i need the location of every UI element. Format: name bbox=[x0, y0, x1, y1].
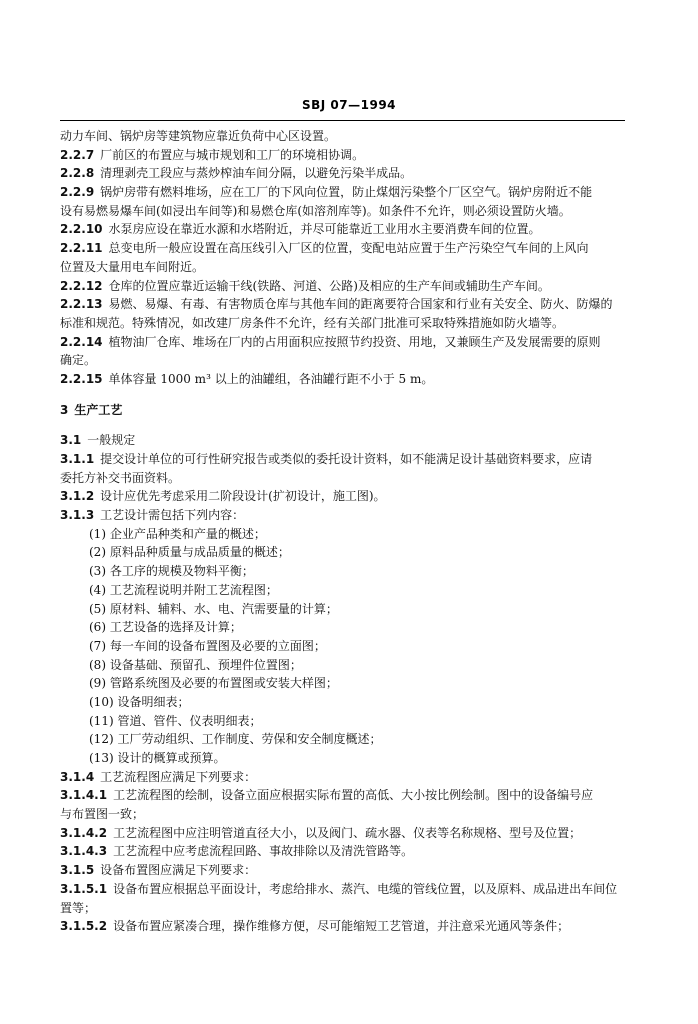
text-line bbox=[60, 146, 628, 165]
text-line bbox=[60, 693, 628, 712]
text-line bbox=[60, 674, 628, 693]
clause-number: 2.2.9 bbox=[60, 185, 95, 200]
clause-text: 一般规定 bbox=[87, 433, 136, 448]
clause-text: 工艺设计需包括下列内容： bbox=[100, 508, 245, 523]
clause-text: (1) 企业产品种类和产量的概述； bbox=[89, 526, 266, 541]
page-header-code: SBJ 07—1994 bbox=[301, 98, 397, 112]
clause-number: 3.1.5 bbox=[60, 863, 95, 878]
text-line bbox=[60, 899, 628, 918]
clause-number: 2.2.8 bbox=[60, 166, 95, 181]
clause-text: 提交设计单位的可行性研究报告或类似的委托设计资料，如不能满足设计基础资料要求，应请 bbox=[100, 452, 593, 466]
text-line bbox=[60, 506, 628, 525]
clause-text: (13) 设计的概算或预算。 bbox=[89, 751, 226, 765]
clause-text: (4) 工艺流程说明并附工艺流程图； bbox=[89, 582, 278, 597]
text-line bbox=[60, 333, 628, 352]
clause-number: 2.2.7 bbox=[60, 147, 95, 162]
clause-text: 确定。 bbox=[60, 353, 97, 368]
clause-number: 3.1.4.1 bbox=[60, 788, 108, 803]
clause-number: 2.2.10 bbox=[60, 222, 103, 237]
paragraph-gap bbox=[60, 419, 628, 431]
clause-number: 3 bbox=[60, 402, 69, 417]
text-line bbox=[60, 164, 628, 183]
clause-text: 标准和规范。特殊情况，如改建厂房条件不允许，经有关部门批准可采取特殊措施如防火墙等。 bbox=[60, 315, 565, 330]
clause-text: 工艺流程图中应注明管道直径大小，以及阀门、疏水器、仪表等名称规格、型号及位置； bbox=[113, 825, 582, 840]
clause-text: 设备布置图应满足下列要求： bbox=[100, 863, 257, 878]
clause-number: 3.1.5.1 bbox=[60, 881, 108, 896]
text-line bbox=[60, 487, 628, 506]
clause-text: (2) 原料品种质量与成品质量的概述； bbox=[89, 545, 290, 560]
clause-number: 3.1.4 bbox=[60, 769, 95, 784]
text-line bbox=[60, 450, 628, 469]
text-line bbox=[60, 656, 628, 675]
clause-text: 仓库的位置应靠近运输干线(铁路、河道、公路)及相应的生产车间或辅助生产车间。 bbox=[108, 278, 550, 293]
text-line bbox=[60, 351, 628, 370]
text-line bbox=[60, 431, 628, 450]
clause-text: 工艺流程图应满足下列要求： bbox=[100, 769, 257, 784]
text-line bbox=[60, 202, 628, 221]
clause-text: 动力车间、锅炉房等建筑物应靠近负荷中心区设置。 bbox=[60, 129, 337, 143]
clause-number: 2.2.11 bbox=[60, 241, 103, 256]
clause-text: (12) 工厂劳动组织、工作制度、劳保和安全制度概述； bbox=[89, 732, 382, 747]
clause-text: 与布置图一致； bbox=[60, 807, 145, 822]
text-line bbox=[60, 581, 628, 600]
clause-text: 设备布置应根据总平面设计，考虑给排水、蒸汽、电缆的管线位置，以及原料、成品进出车间位 bbox=[113, 881, 618, 896]
text-line bbox=[60, 525, 628, 544]
clause-text: (7) 每一车间的设备布置图及必要的立面图； bbox=[89, 638, 326, 653]
text-line bbox=[60, 880, 628, 899]
text-line bbox=[60, 861, 628, 880]
text-line bbox=[60, 314, 628, 333]
clause-text: 委托方补交书面资料。 bbox=[60, 470, 181, 485]
clause-text: 厂前区的布置应与城市规划和工厂的环境相协调。 bbox=[100, 147, 365, 162]
text-line bbox=[60, 239, 628, 258]
clause-text: 水泵房应设在靠近水源和水塔附近，并尽可能靠近工业用水主要消费车间的位置。 bbox=[108, 222, 541, 237]
header-rule bbox=[60, 120, 625, 121]
text-line bbox=[60, 543, 628, 562]
clause-text: (6) 工艺设备的选择及计算； bbox=[89, 620, 242, 635]
clause-text: (11) 管道、管件、仪表明细表； bbox=[89, 713, 262, 728]
clause-number: 3.1.4.3 bbox=[60, 844, 108, 859]
text-line bbox=[60, 370, 628, 389]
clause-number: 3.1 bbox=[60, 433, 82, 448]
clause-text: 设计应优先考虑采用二阶段设计(扩初设计，施工图)。 bbox=[100, 489, 386, 504]
clause-number: 3.1.1 bbox=[60, 452, 95, 466]
text-line bbox=[60, 637, 628, 656]
clause-text: (9) 管路系统图及必要的布置图或安装大样图； bbox=[89, 676, 338, 691]
text-line bbox=[60, 730, 628, 749]
text-line bbox=[60, 805, 628, 824]
text-line bbox=[60, 824, 628, 843]
clause-number: 2.2.13 bbox=[60, 297, 103, 312]
paragraph-gap bbox=[60, 389, 628, 401]
clause-text: 植物油厂仓库、堆场在厂内的占用面积应按照节约投资、用地，又兼顾生产及发展需要的原则 bbox=[108, 334, 601, 349]
text-line bbox=[60, 258, 628, 277]
clause-text: 总变电所一般应设置在高压线引入厂区的位置，变配电站应置于生产污染空气车间的上风向 bbox=[108, 241, 589, 256]
clause-text: (10) 设备明细表； bbox=[89, 694, 190, 709]
text-line bbox=[60, 618, 628, 637]
clause-number: 3.1.2 bbox=[60, 489, 95, 504]
text-line bbox=[60, 842, 628, 861]
clause-text: 清理剥壳工段应与蒸炒榨油车间分隔，以避免污染半成品。 bbox=[100, 166, 413, 181]
text-line bbox=[60, 469, 628, 488]
clause-number: 3.1.4.2 bbox=[60, 825, 108, 840]
clause-text: 位置及大量用电车间附近。 bbox=[60, 259, 205, 274]
clause-text: (8) 设备基础、预留孔、预埋件位置图； bbox=[89, 657, 302, 672]
clause-number: 2.2.12 bbox=[60, 278, 103, 293]
text-line bbox=[60, 127, 628, 146]
text-line bbox=[60, 786, 628, 805]
clause-text: 设有易燃易爆车间(如浸出车间等)和易燃仓库(如溶剂库等)。如条件不允许，则必须设置防火墙。 bbox=[60, 203, 571, 218]
text-line bbox=[60, 749, 628, 768]
text-line bbox=[60, 768, 628, 787]
text-line bbox=[60, 295, 628, 314]
clause-text: 工艺流程图的绘制，设备立面应根据实际布置的高低、大小按比例绘制。图中的设备编号应 bbox=[113, 788, 594, 803]
text-line bbox=[60, 183, 628, 202]
clause-text: 锅炉房带有燃料堆场，应在工厂的下风向位置，防止煤烟污染整个厂区空气。锅炉房附近不能 bbox=[100, 185, 593, 200]
clause-text: (3) 各工序的规模及物料平衡； bbox=[89, 564, 254, 579]
clause-text: 易燃、易爆、有毒、有害物质仓库与其他车间的距离要符合国家和行业有关安全、防火、防爆的 bbox=[108, 297, 613, 312]
clause-text: 工艺流程中应考虑流程回路、事故排除以及清洗管路等。 bbox=[113, 844, 414, 859]
clause-text: 生产工艺 bbox=[74, 402, 123, 417]
text-line bbox=[60, 562, 628, 581]
clause-number: 3.1.3 bbox=[60, 508, 95, 523]
document-body bbox=[60, 127, 628, 936]
text-line bbox=[60, 277, 628, 296]
clause-number: 2.2.15 bbox=[60, 371, 103, 386]
text-line bbox=[60, 917, 628, 936]
clause-text: 设备布置应紧凑合理，操作维修方便，尽可能缩短工艺管道，并注意采光通风等条件； bbox=[113, 919, 570, 934]
text-line bbox=[60, 712, 628, 731]
clause-text: 单体容量 1000 m³ 以上的油罐组，各油罐行距不小于 5 m。 bbox=[108, 371, 434, 386]
clause-number: 2.2.14 bbox=[60, 334, 103, 349]
clause-text: (5) 原材料、辅料、水、电、汽需要量的计算； bbox=[89, 601, 338, 616]
text-line bbox=[60, 600, 628, 619]
section-heading bbox=[60, 401, 628, 420]
clause-text: 置等； bbox=[60, 900, 97, 915]
clause-number: 3.1.5.2 bbox=[60, 919, 108, 934]
text-line bbox=[60, 220, 628, 239]
